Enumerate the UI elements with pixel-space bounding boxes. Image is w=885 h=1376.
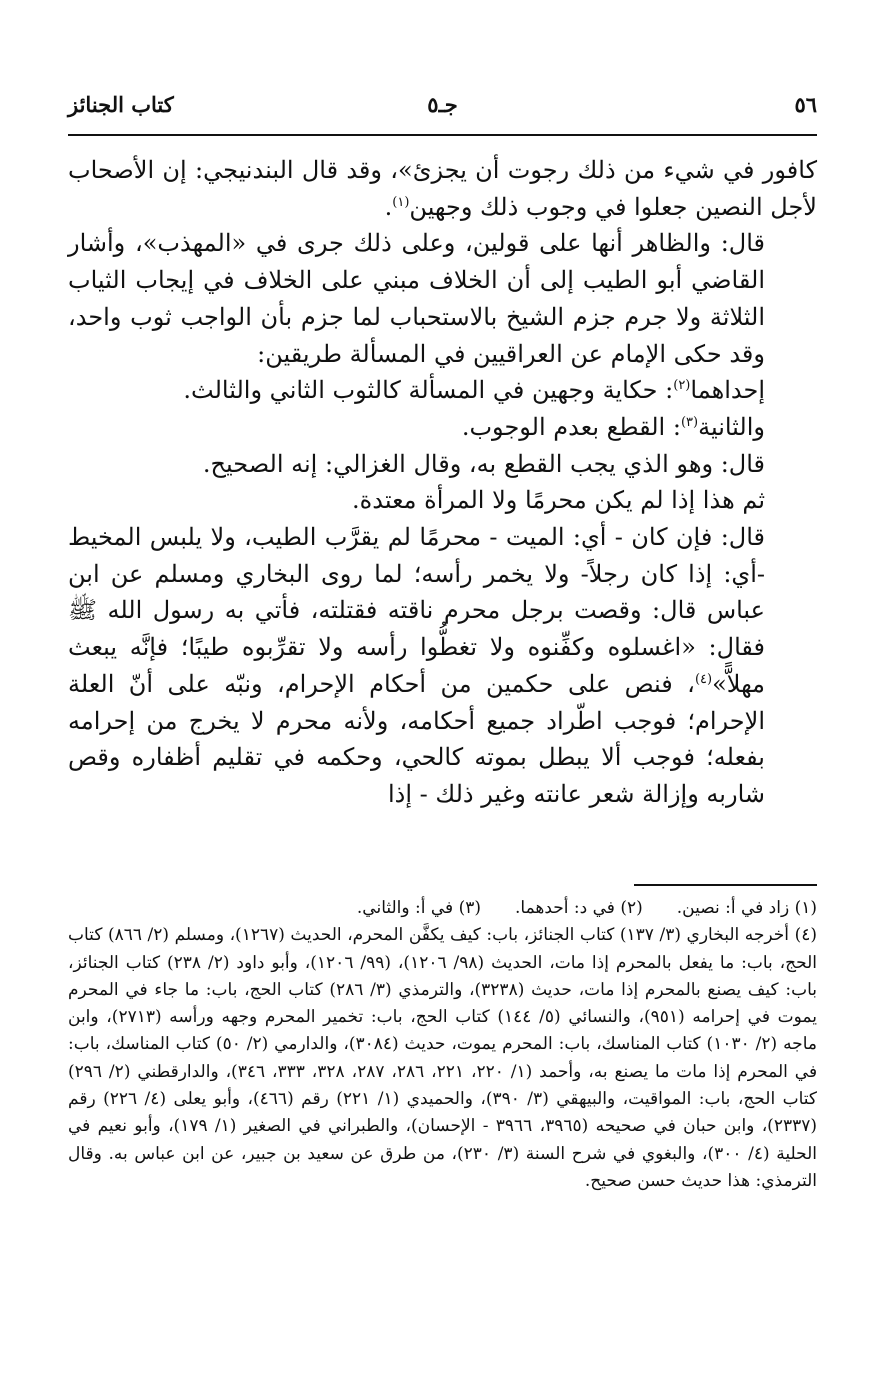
footnote-ref: (٢) (673, 378, 691, 394)
main-text (68, 152, 817, 813)
footnote-ref: (٣) (680, 414, 699, 430)
book-title: كتاب الجنائز (68, 92, 174, 117)
paragraph: قال: وهو الذي يجب القطع به، وقال الغزالي: إنه الصحيح. (202, 449, 765, 478)
page-number: ٥٦ (794, 92, 817, 117)
paragraph: ثم هذا إذا لم يكن محرمًا ولا المرأة معتدة. (352, 486, 765, 515)
paragraph: إحداهما$^{(٢)}$: حكاية وجهين في المسألة كالثوب الثاني والثالث. (183, 376, 765, 405)
footnote-3: (٣) في أ: والثاني. (356, 898, 481, 918)
footnote-ref: (١) (392, 194, 410, 210)
running-header (68, 88, 817, 128)
footnote-ref: (٤) (694, 671, 713, 687)
footnotes (68, 895, 817, 1195)
paragraph: كافور في شيء من ذلك رجوت أن يجزئ»، وقد قال البندنيجي: إن الأصحاب لأجل النصين جعلوا في وجوب ذلك وجهين$^{(١)}$. (68, 156, 817, 221)
footnote-1: (١) زاد في أ: نصين. (676, 898, 817, 918)
paragraph: قال: والظاهر أنها على قولين، وعلى ذلك جرى في «المهذب»، وأشار القاضي أبو الطيب إلى أن الخلاف مبني على الخلاف في إيجاب الثياب الثلاثة ولا جرم جزم الشيخ بالاستحباب لما جزم بأن الواجب ثوب واحد، وقد حكى الإمام عن العراقيين في المسألة طريقين: (68, 229, 765, 368)
header-divider (68, 134, 817, 136)
footnote-2: (٢) في د: أحدهما. (515, 898, 643, 918)
volume-label: جـ٥ (427, 92, 458, 117)
footnote-4: (٤) أخرجه البخاري (٣/ ١٣٧) كتاب الجنائز، باب: كيف يكفَّن المحرم، الحديث (١٢٦٧)، ومسلم (٢/ ٨٦٦) كتاب الحج، باب: ما يفعل بالمحرم إذا مات، الحديث (٩٨/ ١٢٠٦)، (٩٩/ ١٢٠٦)، وأبو داود (٢/ ٢٣٨) كتاب الجنائز، باب: كيف يصنع بالمحرم إذا مات، حديث (٣٢٣٨)، والترمذي (٣/ ٢٨٦) كتاب الحج، باب: ما جاء في المحرم يموت في إحرامه (٩٥١)، والنسائي (٥/ ١٤٤) كتاب الحج، باب: تخمير المحرم وجهه ورأسه (٢٧١٣)، وابن ماجه (٢/ ١٠٣٠) كتاب المناسك، باب: المحرم يموت، حديث (٣٠٨٤)، والدارمي (٢/ ٥٠) كتاب المناسك، باب: في المحرم إذا مات ما يصنع به، وأحمد (١/ ٢٢٠، ٢٢١، ٢٨٦، ٢٨٧، ٣٢٨، ٣٣٣، ٣٤٦)، والدارقطني (٢/ ٢٩٦) كتاب الحج، باب: المواقيت، والبيهقي (٣/ ٣٩٠)، والحميدي (١/ ٢٢١) رقم (٤٦٦)، وأبو يعلى (٤/ ٢٢٦) رقم (٢٣٣٧)، وابن حبان في صحيحه (٣٩٦٥، ٣٩٦٦ - الإحسان)، والطبراني في الصغير (١/ ١٧٩)، وأبو نعيم في الحلية (٤/ ٣٠٠)، والبغوي في شرح السنة (٣/ ٢٣٠)، من طرق عن سعيد بن جبير، عن ابن عباس به. وقال الترمذي: هذا حديث حسن صحيح. (68, 925, 818, 1191)
paragraph: والثانية$^{(٣)}$: القطع بعدم الوجوب. (461, 412, 765, 441)
footnote-row (68, 895, 817, 922)
footnote-divider (634, 884, 817, 886)
paragraph: قال: فإن كان - أي: الميت - محرمًا لم يقرَّب الطيب، ولا يلبس المخيط -أي: إذا كان رجلاً- ولا يخمر رأسه؛ لما روى البخاري ومسلم عن ابن عباس قال: وقصت برجل محرم ناقته فقتلته، فأتي به رسول الله ﷺ فقال: «اغسلوه وكفِّنوه ولا تغطُّوا رأسه ولا تقرِّبوه طيبًا؛ فإنَّه يبعث مهلاًّ»$^{(٤)}$، فنص على حكمين من أحكام الإحرام، ونبّه على أنّ العلة الإحرام؛ فوجب اطّراد جميع أحكامه، ولأنه محرم لا يخرج من إحرامه بفعله؛ فوجب ألا يبطل بموته كالحي، وحكمه في تقليم أظفاره وقص شاربه وإزالة شعر عانته وغير ذلك - إذا (68, 523, 765, 808)
